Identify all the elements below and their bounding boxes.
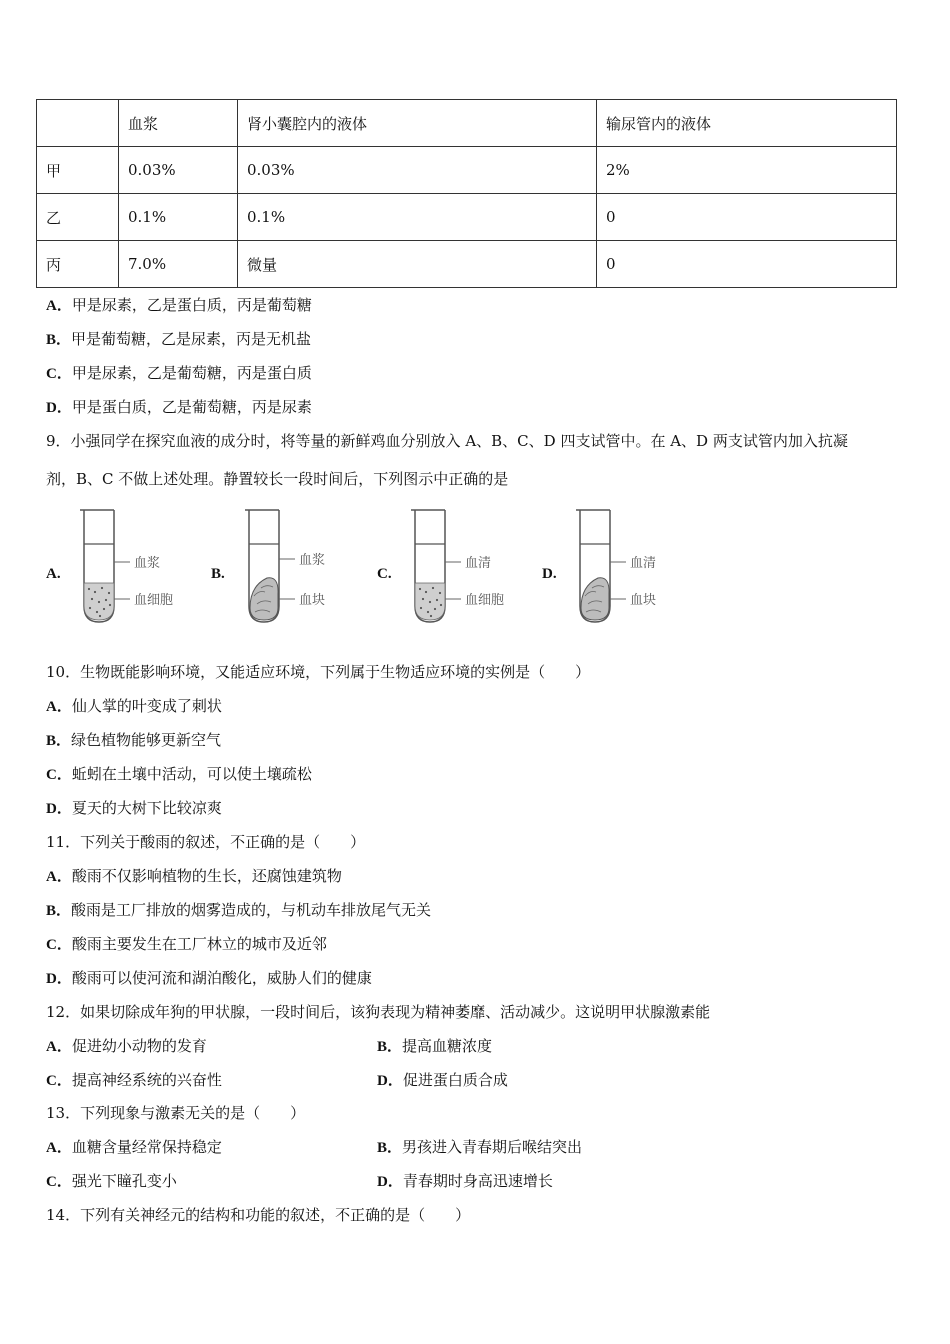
option-letter: A． [46, 1039, 72, 1055]
option-letter: C． [46, 1073, 72, 1089]
table-cell: 2% [597, 147, 897, 194]
option-text: 酸雨可以使河流和湖泊酸化，威胁人们的健康 [71, 969, 372, 987]
figure-top-label: 血清 [630, 556, 657, 571]
option-text: 绿色植物能够更新空气 [71, 731, 222, 749]
option-text: 甲是尿素，乙是蛋白质，丙是葡萄糖 [71, 296, 312, 314]
table-row [37, 194, 897, 241]
table-cell: 0.03% [238, 147, 597, 194]
question-9-stem-line2: 剂，B、C 不做上述处理。静置较长一段时间后，下列图示中正确的是 [46, 470, 509, 488]
option-text: 蚯蚓在土壤中活动，可以使土壤疏松 [71, 765, 312, 783]
test-tube-icon [568, 504, 718, 629]
data-table [36, 99, 897, 288]
figure-b [211, 504, 381, 629]
option-text: 夏天的大树下比较凉爽 [71, 799, 222, 817]
figure-top-label: 血清 [465, 556, 492, 571]
option-letter: C． [46, 366, 72, 382]
option-text: 青春期时身高迅速增长 [402, 1172, 553, 1190]
option-letter: C． [46, 1174, 72, 1190]
option-letter: B． [46, 903, 72, 919]
question-14-stem: 14．下列有关神经元的结构和功能的叙述，不正确的是（ ） [46, 1206, 471, 1224]
option-b [46, 328, 311, 349]
option-letter: B． [377, 1039, 403, 1055]
option-a [46, 294, 312, 315]
option-text: 酸雨不仅影响植物的生长，还腐蚀建筑物 [71, 867, 342, 885]
option-text: 甲是尿素，乙是葡萄糖，丙是蛋白质 [71, 364, 312, 382]
table-cell: 0 [597, 194, 897, 241]
table-row [37, 147, 897, 194]
option-letter: B． [46, 332, 72, 348]
option-a [46, 1035, 207, 1056]
table-cell: 甲 [37, 147, 119, 194]
option-text: 男孩进入青春期后喉结突出 [402, 1138, 583, 1156]
table-cell: 0 [597, 241, 897, 288]
option-c [46, 933, 327, 954]
figure-bottom-label: 血细胞 [134, 593, 174, 608]
option-text: 酸雨主要发生在工厂林立的城市及近邻 [71, 935, 327, 953]
option-letter: D． [46, 400, 72, 416]
option-text: 促进蛋白质合成 [402, 1071, 508, 1089]
question-9-stem-line1: 9．小强同学在探究血液的成分时，将等量的新鲜鸡血分别放入 A、B、C、D 四支试管中。在 A、D 两支试管内加入抗凝 [46, 432, 848, 450]
table-cell: 输尿管内的液体 [597, 100, 897, 147]
table-cell: 肾小囊腔内的液体 [238, 100, 597, 147]
option-a [46, 865, 342, 886]
table-cell: 0.1% [119, 194, 238, 241]
option-text: 血糖含量经常保持稳定 [71, 1138, 222, 1156]
option-text: 仙人掌的叶变成了刺状 [71, 697, 222, 715]
test-tube-icon [403, 504, 553, 629]
option-text: 提高血糖浓度 [402, 1037, 493, 1055]
option-d [46, 797, 222, 818]
table-cell: 丙 [37, 241, 119, 288]
figure-d [542, 504, 712, 629]
table-cell: 0.1% [238, 194, 597, 241]
option-letter: C． [46, 767, 72, 783]
option-text: 酸雨是工厂排放的烟雾造成的，与机动车排放尾气无关 [71, 901, 432, 919]
option-letter: D． [46, 801, 72, 817]
option-b [46, 729, 221, 750]
option-text: 促进幼小动物的发育 [71, 1037, 207, 1055]
question-12-stem: 12．如果切除成年狗的甲状腺，一段时间后，该狗表现为精神萎靡、活动减少。这说明甲状腺激素能 [46, 1003, 711, 1021]
option-text: 强光下瞳孔变小 [71, 1172, 177, 1190]
option-c [46, 1170, 177, 1191]
test-tube-icon [72, 504, 222, 629]
table-cell: 7.0% [119, 241, 238, 288]
option-d [46, 967, 372, 988]
option-c [46, 763, 312, 784]
figure-letter: D. [542, 566, 557, 582]
figure-letter: B. [211, 566, 225, 582]
option-letter: A． [46, 869, 72, 885]
table-cell: 血浆 [119, 100, 238, 147]
option-letter: D． [377, 1174, 403, 1190]
option-c [46, 1069, 222, 1090]
question-10-stem: 10．生物既能影响环境，又能适应环境，下列属于生物适应环境的实例是（ ） [46, 663, 591, 681]
figure-top-label: 血浆 [134, 556, 161, 571]
option-d [377, 1170, 553, 1191]
figure-letter: C. [377, 566, 392, 582]
option-letter: B． [46, 733, 72, 749]
table-cell: 乙 [37, 194, 119, 241]
option-text: 甲是葡萄糖，乙是尿素，丙是无机盐 [71, 330, 312, 348]
figure-letter: A. [46, 566, 61, 582]
test-tube-icon [237, 504, 387, 629]
table-row [37, 241, 897, 288]
option-a [46, 1136, 222, 1157]
figure-bottom-label: 血块 [630, 593, 657, 608]
table-row [37, 100, 897, 147]
figure-top-label: 血浆 [299, 553, 326, 568]
option-b [377, 1136, 582, 1157]
option-letter: B． [377, 1140, 403, 1156]
option-text: 提高神经系统的兴奋性 [71, 1071, 222, 1089]
option-d [46, 396, 312, 417]
option-letter: A． [46, 298, 72, 314]
option-d [377, 1069, 508, 1090]
option-letter: D． [377, 1073, 403, 1089]
option-c [46, 362, 312, 383]
table-cell [37, 100, 119, 147]
option-b [46, 899, 431, 920]
option-letter: A． [46, 1140, 72, 1156]
figure-a [46, 504, 216, 629]
option-text: 甲是蛋白质，乙是葡萄糖，丙是尿素 [71, 398, 312, 416]
question-13-stem: 13．下列现象与激素无关的是（ ） [46, 1104, 306, 1122]
option-letter: C． [46, 937, 72, 953]
figure-c [377, 504, 547, 629]
table-cell: 微量 [238, 241, 597, 288]
figure-bottom-label: 血细胞 [465, 593, 505, 608]
option-letter: D． [46, 971, 72, 987]
option-letter: A． [46, 699, 72, 715]
question-11-stem: 11．下列关于酸雨的叙述，不正确的是（ ） [46, 833, 366, 851]
figure-bottom-label: 血块 [299, 593, 326, 608]
option-a [46, 695, 222, 716]
table-cell: 0.03% [119, 147, 238, 194]
option-b [377, 1035, 492, 1056]
